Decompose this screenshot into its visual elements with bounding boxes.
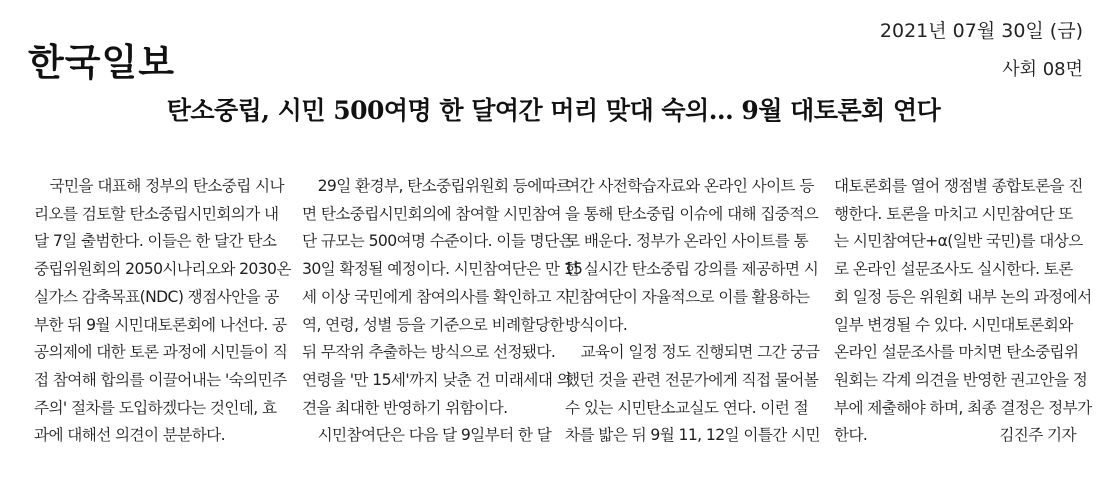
text-line: 한 실시간 탄소중립 강의를 제공하면 시	[565, 260, 819, 279]
text-line: 실가스 감축목표(NDC) 쟁점사안을 공	[34, 287, 279, 306]
text-line: 수 있는 시민탄소교실도 연다. 이런 절	[565, 398, 809, 417]
article-column-1	[34, 173, 291, 450]
text-line: 교육이 일정 정도 진행되면 그간 궁금	[580, 343, 820, 362]
text-line: 방식이다.	[565, 315, 628, 334]
text-line: 회 일정 등은 위원회 내부 논의 과정에서	[834, 287, 1092, 306]
text-line: 뒤 무작위 추출하는 방식으로 선정됐다.	[302, 343, 556, 362]
article-headline: 탄소중립, 시민 500여명 한 달여간 머리 맞대 숙의… 9월 대토론회 연다	[166, 96, 941, 125]
text-line: 부에 제출해야 하며, 최종 결정은 정부가	[834, 398, 1092, 417]
text-line: 여간 사전학습자료와 온라인 사이트 등	[565, 177, 814, 195]
text-line: 역, 연령, 성별 등을 기준으로 비례할당한	[302, 315, 564, 334]
text-line: 부한 뒤 9월 시민대토론회에 나선다. 공	[34, 315, 287, 334]
text-line: 민참여단이 자율적으로 이를 활용하는	[565, 287, 810, 306]
text-line: 연령을 '만 15세'까지 낮춘 건 미래세대 의	[302, 370, 572, 389]
text-line: 견을 최대한 반영하기 위함이다.	[302, 398, 508, 417]
text-line: 했던 것을 관련 전문가에게 직접 물어볼	[565, 370, 819, 389]
section-page: 사회 08면	[1002, 59, 1083, 80]
text-line: 리오를 검토할 탄소중립시민회의가 내	[34, 204, 279, 223]
text-line: 접 참여해 합의를 이끌어내는 '숙의민주	[34, 370, 287, 389]
text-line: 원회는 각계 의견을 반영한 권고안을 정	[834, 370, 1088, 389]
text-line: 달 7일 출범한다. 이들은 한 달간 탄소	[34, 232, 277, 251]
text-line: 30일 확정될 예정이다. 시민참여단은 만 15	[302, 260, 583, 279]
text-line: 세 이상 국민에게 참여의사를 확인하고 지	[302, 287, 570, 306]
last-line-with-byline	[834, 422, 1082, 450]
text-line: 과에 대해선 의견이 분분하다.	[34, 426, 225, 445]
byline: 김진주 기자	[999, 426, 1076, 445]
article-column-4	[834, 173, 1092, 450]
text-line: 행한다. 토론을 마치고 시민참여단 또	[834, 204, 1073, 223]
text-line: 로 배운다. 정부가 온라인 사이트를 통	[565, 232, 809, 251]
text-line: 주의' 절차를 도입하겠다는 것인데, 효	[34, 398, 277, 417]
text-line: 을 통해 탄소중립 이슈에 대해 집중적으	[565, 204, 819, 223]
text-line: 차를 밟은 뒤 9월 11, 12일 이틀간 시민	[565, 426, 821, 445]
text-line: 는 시민참여단+α(일반 국민)를 대상으	[834, 232, 1083, 251]
text-line: 국민을 대표해 정부의 탄소중립 시나	[49, 177, 284, 195]
text-line: 면 탄소중립시민회의에 참여할 시민참여	[302, 204, 561, 223]
article-column-3	[565, 173, 821, 450]
text-line: 온라인 설문조사를 마치면 탄소중립위	[834, 343, 1079, 362]
text-line: 공의제에 대한 토론 과정에 시민들이 직	[34, 343, 288, 362]
text-line: 한다.	[834, 426, 868, 445]
publication-date: 2021년 07월 30일 (금)	[879, 20, 1083, 42]
newspaper-logo: 한국일보	[28, 41, 175, 84]
text-line: 대토론회를 열어 쟁점별 종합토론을 진	[834, 177, 1083, 195]
text-line: 29일 환경부, 탄소중립위원회 등에따르	[317, 177, 571, 195]
text-line: 단 규모는 500여명 수준이다. 이들 명단은	[302, 232, 574, 251]
text-line: 중립위원회의 2050시나리오와 2030온	[34, 260, 291, 279]
article-column-2	[302, 173, 583, 450]
text-line: 시민참여단은 다음 달 9일부터 한 달	[317, 426, 552, 445]
text-line: 로 온라인 설문조사도 실시한다. 토론	[834, 260, 1073, 279]
text-line: 일부 변경될 수 있다. 시민대토론회와	[834, 315, 1073, 334]
